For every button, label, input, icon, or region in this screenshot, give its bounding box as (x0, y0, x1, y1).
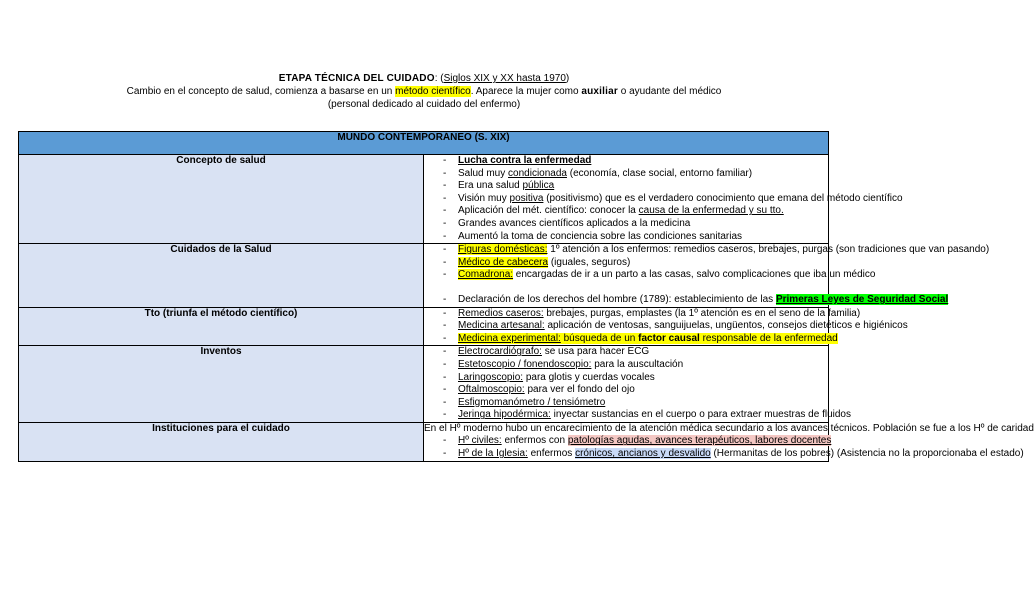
list-item (443, 372, 828, 385)
table-row (19, 155, 829, 244)
list-item-text: (economía, clase social, entorno familiar) (566, 167, 753, 179)
header-title-colon: : ( (434, 73, 444, 84)
list-item-underlined: pública (522, 180, 555, 192)
highlight-line (458, 333, 838, 344)
header-title: ETAPA TÉCNICA DEL CUIDADO (278, 73, 435, 84)
list-item-underlined: Laringoscopio: (458, 371, 524, 383)
list-item-text: brebajes, purgas, emplastes (la 1º atención es en el seno de la familia) (543, 307, 861, 319)
highlight-term: Medicina experimental: (458, 332, 561, 344)
list-item (443, 332, 838, 346)
list-item: - Aumentó la toma de conciencia sobre las condiciones sanitarias (443, 231, 828, 244)
list-item-underlined: condicionada (508, 167, 567, 179)
list-item-text: Lucha contra la enfermedad (458, 155, 592, 166)
row-content-inventos (424, 346, 851, 423)
header-text: Cambio en el concepto de salud, comienza a basarse en un (126, 86, 396, 97)
list-item (443, 397, 828, 410)
list-item (443, 269, 876, 282)
bullet-list (424, 293, 949, 307)
header-period-close: ) (565, 73, 570, 84)
header-line-1 (0, 72, 848, 85)
list-item (443, 307, 861, 321)
header-text: . Aparece la mujer como (470, 86, 582, 97)
list-item-text: Declaración de los derechos del hombre (1789): establecimiento de las (458, 293, 776, 305)
list-item-text: aplicación de ventosas, sanguijuelas, ungüentos, consejos dietéticos e higiénicos (544, 320, 908, 332)
list-item (443, 448, 1024, 461)
list-item-text: (iguales, seguros) (548, 256, 631, 268)
highlight-method: método científico (395, 86, 471, 97)
list-item-text: Visión muy (458, 192, 510, 204)
list-item-text: enfermos (527, 448, 576, 460)
table-row (19, 422, 829, 461)
list-item-underlined: causa de la enfermedad y su tto. (638, 205, 784, 217)
list-item (443, 155, 828, 168)
highlight-pink-term: patologías agudas, avances terapéuticos, labores docentes (567, 435, 832, 447)
list-item-text: para ver el fondo del ojo (524, 384, 635, 396)
header-period: Siglos XIX y XX hasta 1970 (443, 73, 566, 84)
header-line-3: (personal dedicado al cuidado del enfermo) (327, 99, 521, 110)
list-item-text: (positivismo) que es el verdadero conocimiento que emana del método científico (543, 192, 903, 204)
list-item (443, 359, 828, 372)
row-label-tto: Tto (triunfa el método científico) (19, 307, 424, 346)
row-label-inventos: Inventos (19, 346, 424, 423)
list-item (443, 180, 828, 193)
list-item-text: Salud muy (458, 167, 509, 179)
list-item-text: 1º atención a los enfermos: remedios caseros, brebajes, purgas (son tradiciones que van pasando) (547, 244, 990, 256)
list-item-underlined: Esfigmomanómetro / tensiómetro (458, 396, 606, 408)
bullet-list (424, 155, 903, 243)
list-item-text: Aplicación del mét. científico: conocer la (458, 205, 639, 217)
row-label-cuidados: Cuidados de la Salud (19, 244, 424, 307)
list-item-text: enfermos con (501, 435, 568, 447)
table-row (19, 307, 829, 346)
row-content-tto (424, 307, 908, 346)
bold-term: factor causal (638, 332, 700, 344)
list-item-text: encargadas de ir a un parto a las casas, salvo complicaciones que iba un médico (513, 269, 876, 281)
list-item (443, 257, 828, 270)
list-item (443, 205, 828, 218)
list-item-text: búsqueda de un (560, 332, 639, 344)
list-item (443, 346, 828, 359)
header-text: o ayudante del médico (617, 86, 722, 97)
list-item-underlined: Remedios caseros: (458, 307, 544, 319)
content-table (18, 131, 1034, 462)
bullet-list (424, 346, 851, 422)
table-row (19, 244, 829, 307)
row-content-instituciones (424, 422, 1034, 461)
list-item (443, 244, 990, 257)
list-item (443, 435, 832, 448)
bullet-list (424, 244, 990, 282)
bullet-list (424, 307, 908, 346)
list-item-text: (Hermanitas de los pobres) (Asistencia no la proporcionaba el estado) (710, 448, 1024, 460)
document-header (0, 72, 848, 111)
list-item-underlined: positiva (509, 192, 544, 204)
list-item-underlined: Medicina artesanal: (458, 320, 545, 332)
list-item (443, 293, 949, 307)
instituciones-intro: En el Hº moderno hubo un encarecimiento de la atención médica secundario a los avances técnicos. Población se fue a los Hº de caridad (424, 422, 1034, 434)
spacer (424, 282, 828, 294)
row-label-instituciones: Instituciones para el cuidado (19, 422, 424, 461)
list-item (443, 192, 903, 206)
list-item-underlined: Hº de la Iglesia: (458, 448, 528, 460)
highlight-term: Médico de cabecera (458, 256, 549, 268)
list-item-text: responsable de la enfermedad (699, 332, 838, 344)
table-row (19, 346, 829, 423)
list-item-text: para glotis y cuerdas vocales (523, 371, 655, 383)
table-title-row (19, 132, 829, 155)
list-item (443, 168, 828, 181)
list-item-text: Era una salud (458, 180, 523, 192)
header-bold-auxiliar: auxiliar (581, 86, 618, 97)
list-item-underlined: Oftalmoscopio: (458, 384, 525, 396)
list-item-underlined: Electrocardiógrafo: (458, 346, 542, 358)
highlight-blue-term: crónicos, ancianos y desvalido (575, 448, 711, 460)
list-item-underlined: Estetoscopio / fonendoscopio: (458, 358, 592, 370)
list-item (443, 409, 851, 422)
bullet-list (424, 435, 1024, 460)
row-content-concepto (424, 155, 903, 244)
header-line-2 (0, 85, 848, 98)
list-item-text: inyectar sustancias en el cuerpo o para extraer muestras de fluidos (550, 409, 851, 421)
list-item-underlined: Jeringa hipodérmica: (458, 409, 551, 421)
list-item: - Grandes avances científicos aplicados a la medicina (443, 218, 828, 231)
list-item (443, 384, 828, 397)
row-label-concepto: Concepto de salud (19, 155, 424, 244)
list-item-text: para la auscultación (591, 358, 684, 370)
row-content-cuidados (424, 244, 990, 307)
highlight-green-term: Primeras Leyes de Seguridad Social (775, 293, 949, 305)
list-item-underlined: Hº civiles: (458, 435, 502, 447)
list-item (443, 320, 908, 333)
table-title: MUNDO CONTEMPORÁNEO (S. XIX) (19, 132, 829, 155)
highlight-term: Figuras domésticas: (458, 244, 548, 256)
list-item-text: se usa para hacer ECG (541, 346, 650, 358)
highlight-term: Comadrona: (458, 269, 514, 281)
